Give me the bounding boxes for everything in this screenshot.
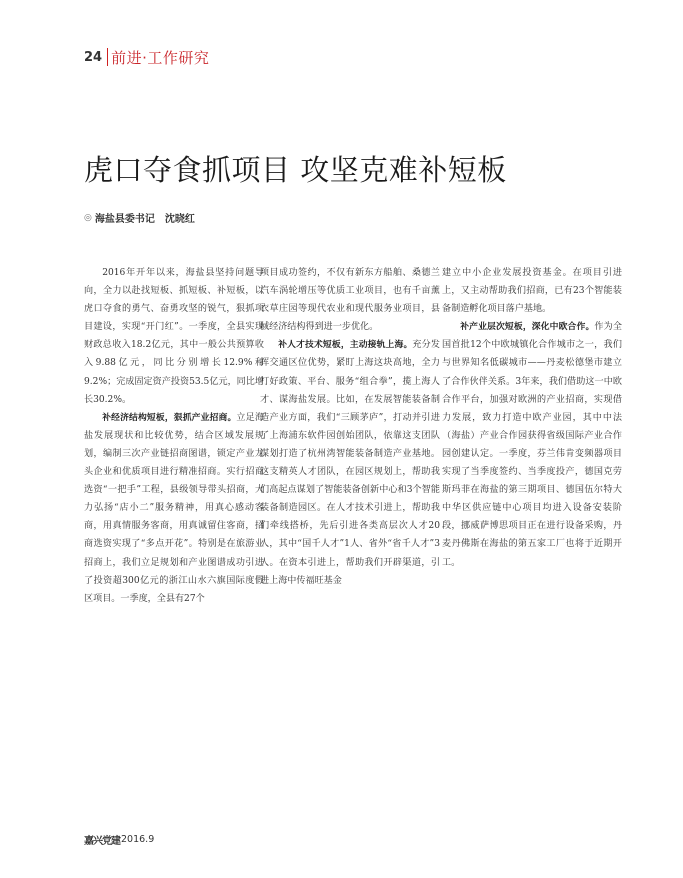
paragraph (260, 336, 440, 589)
byline-author: 海盐县委书记 沈晓红 (94, 214, 195, 225)
header-divider (107, 48, 108, 66)
article-column-1 (84, 264, 264, 608)
section-name: 前进·工作研究 (111, 48, 210, 67)
page-header (84, 46, 209, 68)
section-heading: 补经济结构短板，狠抓产业招商。 (102, 412, 237, 423)
article-title: 虎口夺食抓项目 攻坚克难补短板 (84, 153, 507, 187)
page-footer (84, 832, 154, 847)
paragraph (442, 318, 622, 571)
paragraph: 项目成功签约，不仅有新东方船舶、桑德兰汽车涡轮增压等优质工业项目，也有千亩薰衣草庄园等现代农业和现代服务业项目，县域经济结构得到进一步优化。 (260, 268, 440, 333)
paragraph-text: 立足海盐发展现状和比较优势，结合区域发展规划，编制三次产业链招商图谱，锁定产业龙头企业和优质项目进行精准招商。实行招商选资“一把手”工程，县级领导带头招商，大力弘扬“店小二”服务精神，用真心感动客商，用真情服务客商，用真诚留住客商，招商选资实现了“多点开花”。特别是在旅游业招商上，我们立足规划和产业图谱成功引进了投资超300亿元的浙江山水六旗国际度假区项目。一季度，全县有27个 (84, 412, 264, 604)
paragraph-text: 充分发挥交通区位优势，紧盯上海这块高地，全力打好政策、平台、服务“组合拳”，揽上海人才、谋海盐发展。比如，在发展智能装备制造产业方面，我们“三顾茅庐”，打动并引进了上海浦东软件园创始团队，依靠这支团队谋划打造了杭州湾智能装备制造产业基地。这支精英人才团队，在园区规划上，帮助我们高起点谋划了智能装备创新中心和3个智能装备制造园区。在人才技术引进上，帮助我们牵线搭桥，先后引进各类高层次人才20人，其中“国千人才”1人、省外“省千人才”3人。在资本引进上，帮助我们开辟渠道，引进上海中传福旺基金 (260, 340, 440, 586)
byline-marker: ◎ (84, 212, 92, 223)
article-column-3 (442, 264, 622, 572)
section-heading: 补产业层次短板，深化中欧合作。 (460, 322, 595, 333)
section-heading: 补人才技术短板，主动接轨上海。 (278, 340, 413, 351)
byline (84, 210, 195, 225)
paragraph: 2016年开年以来，海盐县坚持问题导向，全力以赴找短板、抓短板、补短板，以虎口夺食的勇气、奋勇攻坚的锐气，狠抓项目建设，实现“开门红”。一季度，全县实现财政总收入18.2亿元，其中一般公共预算收入9.88亿元，同比分别增长12.9%和9.2%；完成固定资产投资53.5亿元，同比增长30.2%。 (84, 268, 264, 405)
article-column-2 (260, 264, 440, 590)
paragraph: 建立中小企业发展投资基金。在项目引进上，又主动帮助我们招商，已有23个智能装备制造孵化项目落户基地。 (442, 268, 622, 315)
magazine-logo: 嘉兴党建 (84, 836, 120, 847)
paragraph-text: 作为全国首批12个中欧城镇化合作城市之一，我们与世界知名低碳城市——丹麦松德堡市建立了合作伙伴关系。3年来，我们借助这一中欧合作平台，加强对欧洲的产业招商，实现借力发展，致力打造中欧产业园，其中中法（海盐）产业合作园获得省级国际产业合作园创建认定。一季度，芬兰伟肯变频器项目实现了当季度签约、当季度投产，德国克劳斯玛菲在海盐的第三期项目、德国伍尔特大中华区供应链中心项目均进入设备安装阶段，挪威萨博思项目正在进行设备采购，丹麦丹佛斯在海盐的第五家工厂也将于近期开工。 (442, 322, 622, 568)
page-number: 24 (84, 49, 103, 65)
paragraph (84, 409, 264, 608)
issue-date: 2016.9 (121, 834, 155, 845)
